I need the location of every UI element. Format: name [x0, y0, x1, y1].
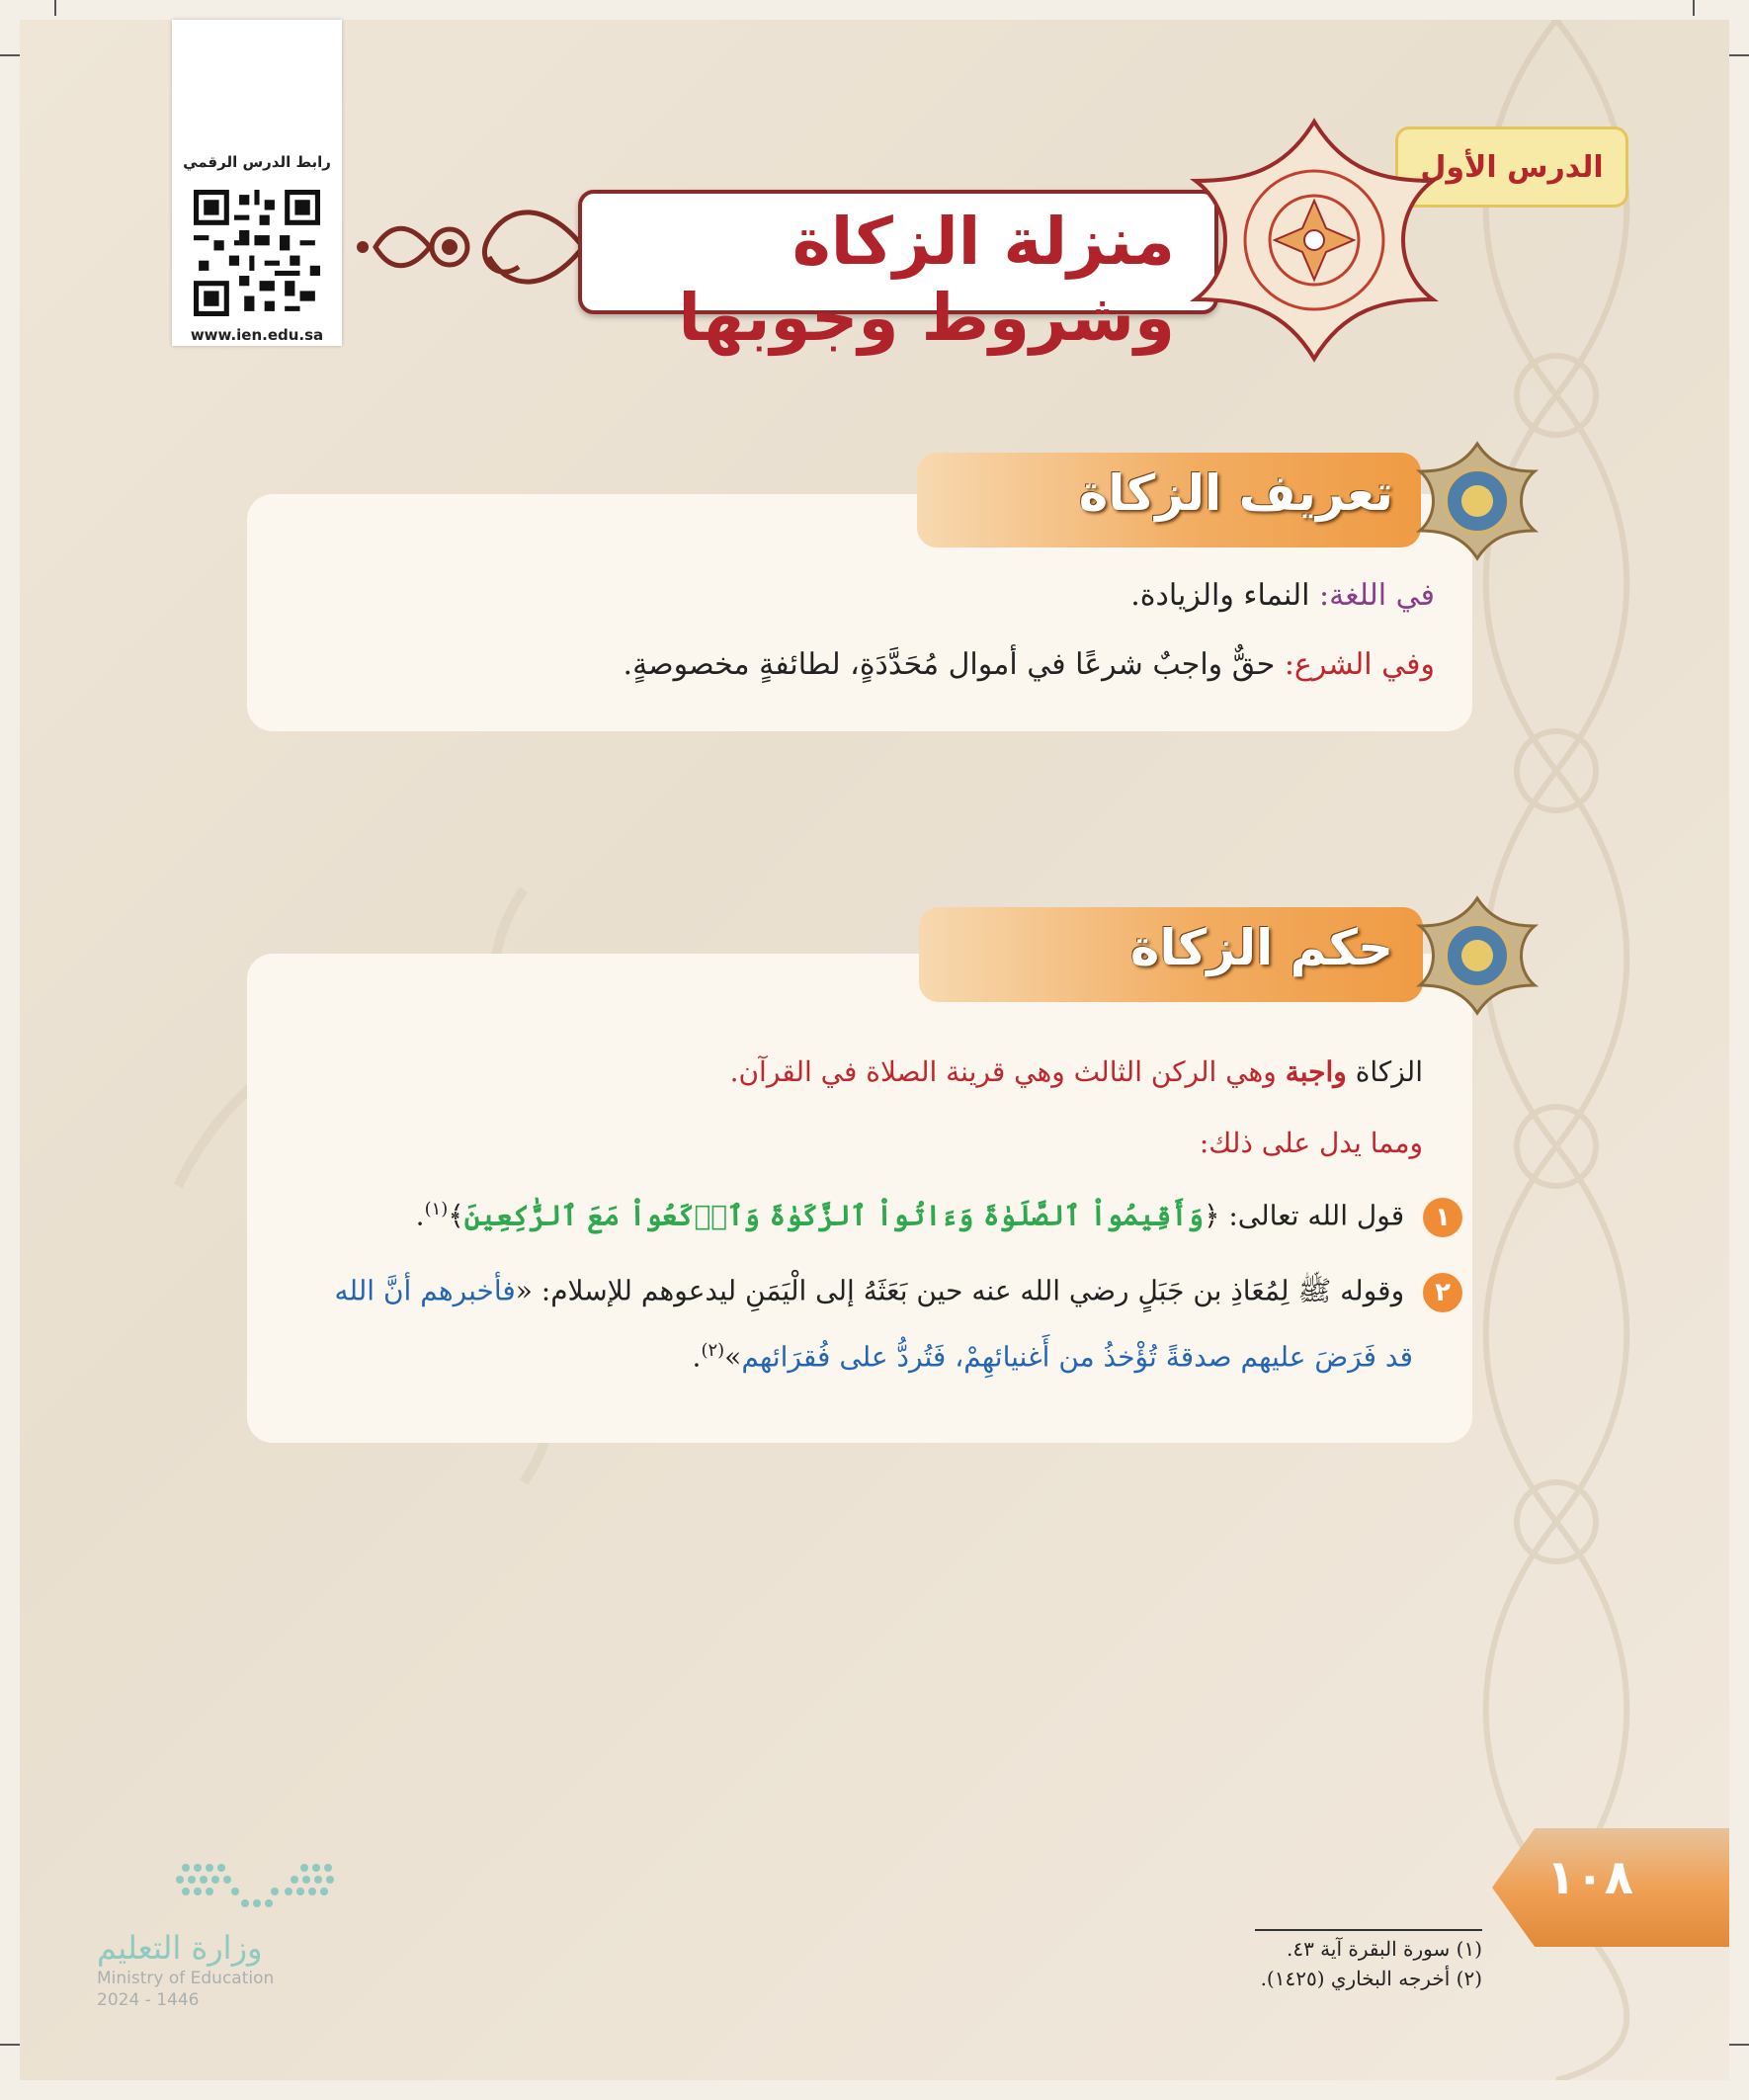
- evidence-1-prefix: قول الله تعالى: ﴿: [1204, 1199, 1405, 1232]
- evidence-label: ومما يدل على ذلك:: [1199, 1127, 1423, 1159]
- evidence-2-prefix: وقوله ﷺ لِمُعَاذِ بن جَبَلٍ رضي الله عنه حين بَعَثَهُ إلى الْيَمَنِ ليدعوهم للإسلام: «: [515, 1274, 1405, 1307]
- definition-text-sharia: حقٌّ واجبٌ شرعًا في أموال مُحَدَّدَةٍ، لطائفةٍ مخصوصةٍ.: [623, 647, 1276, 682]
- definition-text-language: النماء والزيادة.: [1130, 578, 1310, 613]
- ruling-intro-c: وهي الركن الثالث وهي قرينة الصلاة في القرآن.: [729, 1055, 1277, 1088]
- ruling-intro-b: واجبة: [1285, 1055, 1347, 1088]
- rosette-icon: [1413, 440, 1541, 563]
- footnote-ref-1: (١): [424, 1199, 449, 1220]
- footnote-2: (٢) أخرجه البخاري (١٤٢٥).: [1260, 1967, 1482, 1990]
- ministry-dots-icon: [97, 1858, 354, 1917]
- evidence-item-1: ١ قول الله تعالى: ﴿وَأَقِيمُواْ ٱلصَّلَوٰةَ وَءَاتُواْ ٱلزَّكَوٰةَ وَٱرۡكَعُواْ مَعَ ٱلرَّٰكِعِينَ﴾$^{(١)}$.: [416, 1198, 1462, 1237]
- definition-line-language: [1130, 578, 1435, 613]
- evidence-item-2-cont: قد فَرَضَ عليهم صدقةً تُؤْخذُ من أَغنيائهِمْ، فَتُردُّ على فُقرَائهم»$^{(٢)}$.: [692, 1340, 1413, 1374]
- ruling-intro-a: الزكاة: [1355, 1055, 1423, 1088]
- footnote-rule: [1255, 1929, 1482, 1931]
- lesson-title-bar: [578, 190, 1218, 356]
- qr-label: رابط الدرس الرقمي: [183, 153, 331, 171]
- evidence-item-2: [334, 1273, 1462, 1314]
- qr-code-icon[interactable]: [194, 190, 320, 316]
- definition-line-sharia: [624, 647, 1435, 682]
- qr-url[interactable]: www.ien.edu.sa: [190, 326, 324, 344]
- hadith-text-1: فأخبرهم أنَّ الله: [334, 1274, 516, 1307]
- rosette-icon: [1181, 117, 1448, 364]
- evidence-2-suffix: »: [724, 1340, 742, 1374]
- definition-label-language: في اللغة:: [1319, 578, 1435, 613]
- lesson-title: منزلة الزكاة وشروط وجوبها: [678, 204, 1175, 356]
- section-title-definition: تعريف الزكاة: [1078, 464, 1393, 522]
- evidence-1-suffix: ﴾: [448, 1199, 464, 1232]
- ministry-name-en: Ministry of Education: [97, 1969, 275, 1988]
- ministry-logo: [97, 1858, 354, 2010]
- quran-ayah: وَأَقِيمُواْ ٱلصَّلَوٰةَ وَءَاتُواْ ٱلزَّكَوٰةَ وَٱرۡكَعُواْ مَعَ ٱلرَّٰكِعِينَ: [463, 1199, 1205, 1232]
- ruling-intro: [730, 1055, 1423, 1088]
- crop-mark: [1693, 0, 1695, 16]
- definition-label-sharia: وفي الشرع:: [1284, 647, 1435, 682]
- lesson-badge: الدرس الأول: [1395, 126, 1628, 208]
- evidence-number-1: ١: [1423, 1198, 1462, 1237]
- rosette-icon: [1413, 894, 1541, 1018]
- hadith-text-2: قد فَرَضَ عليهم صدقةً تُؤْخذُ من أَغنيائهِمْ، فَتُردُّ على فُقرَائهم: [741, 1340, 1413, 1374]
- section-title-ruling: حكم الزكاة: [1129, 919, 1393, 976]
- crop-mark: [54, 0, 56, 16]
- footnote-1: (١) سورة البقرة آية ٤٣.: [1286, 1937, 1482, 1961]
- evidence-number-2: ٢: [1423, 1273, 1462, 1312]
- ministry-year: 2024 - 1446: [97, 1990, 200, 2010]
- flourish-icon: [351, 183, 588, 311]
- footnote-ref-2: (٢): [701, 1340, 725, 1361]
- qr-code-panel[interactable]: [172, 20, 342, 346]
- ministry-name-ar: وزارة التعليم: [97, 1929, 263, 1967]
- page-number: ١٠٨: [1546, 1850, 1633, 1905]
